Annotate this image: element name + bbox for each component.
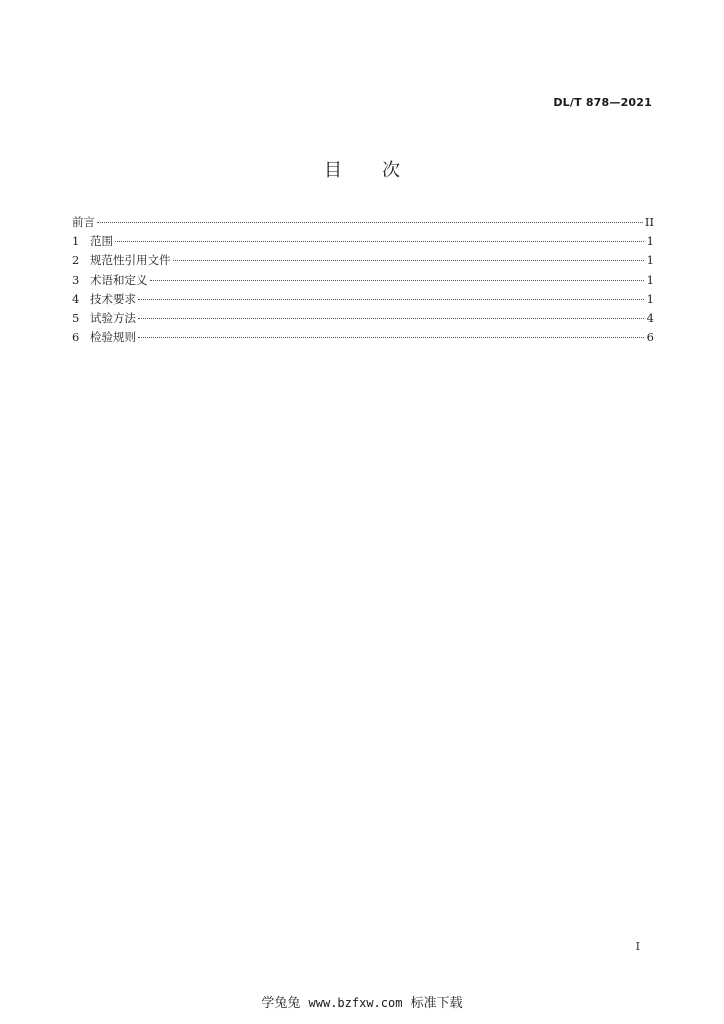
toc-entry-number: 4 bbox=[72, 291, 80, 306]
toc-entry-page: 1 bbox=[646, 291, 654, 306]
toc-entry-number: 5 bbox=[72, 310, 80, 325]
toc-entry-page: 1 bbox=[646, 272, 654, 287]
toc-dot-leader bbox=[115, 240, 644, 242]
watermark-site-name: 学兔兔 bbox=[261, 996, 301, 1011]
page-title-char-1: 目 bbox=[324, 160, 342, 181]
toc-dot-leader bbox=[150, 279, 645, 281]
toc-entry-page: 4 bbox=[646, 310, 654, 325]
toc-entry-label: 检验规则 bbox=[90, 330, 136, 345]
toc-dot-leader bbox=[97, 221, 643, 223]
toc-entry-normative-references[interactable] bbox=[72, 251, 654, 270]
watermark bbox=[0, 992, 724, 1011]
toc-entry-page: II bbox=[644, 215, 654, 229]
toc-entry-label: 术语和定义 bbox=[90, 272, 148, 287]
toc-entry-page: 6 bbox=[646, 330, 654, 345]
page-number: I bbox=[635, 940, 640, 953]
toc-entry-terms-definitions[interactable] bbox=[72, 271, 654, 290]
toc-entry-label: 前言 bbox=[72, 215, 95, 229]
toc-entry-page: 1 bbox=[646, 253, 654, 268]
toc-entry-number: 1 bbox=[72, 234, 80, 249]
toc-entry-page: 1 bbox=[646, 234, 654, 249]
toc-entry-label: 范围 bbox=[90, 234, 113, 249]
toc-dot-leader bbox=[138, 317, 644, 319]
toc-entry-label: 技术要求 bbox=[90, 291, 136, 306]
toc-entry-label: 试验方法 bbox=[90, 310, 136, 325]
toc-entry-scope[interactable] bbox=[72, 232, 654, 251]
toc-entry-number: 2 bbox=[72, 253, 80, 268]
page-title-char-2: 次 bbox=[382, 160, 400, 181]
toc-entry-label: 规范性引用文件 bbox=[90, 253, 171, 268]
toc-entry-test-methods[interactable] bbox=[72, 309, 654, 328]
toc-entry-inspection-rules[interactable] bbox=[72, 328, 654, 347]
table-of-contents bbox=[72, 213, 654, 347]
toc-dot-leader bbox=[138, 336, 644, 338]
standard-code: DL/T 878—2021 bbox=[553, 96, 652, 109]
toc-dot-leader bbox=[138, 298, 644, 300]
watermark-url: www.bzfxw.com bbox=[308, 996, 403, 1010]
toc-dot-leader bbox=[173, 259, 645, 261]
toc-entry-number: 3 bbox=[72, 272, 80, 287]
toc-entry-foreword[interactable] bbox=[72, 213, 654, 232]
watermark-tagline: 标准下载 bbox=[410, 996, 463, 1011]
page-title bbox=[0, 156, 724, 182]
toc-entry-technical-requirements[interactable] bbox=[72, 290, 654, 309]
toc-entry-number: 6 bbox=[72, 330, 80, 345]
